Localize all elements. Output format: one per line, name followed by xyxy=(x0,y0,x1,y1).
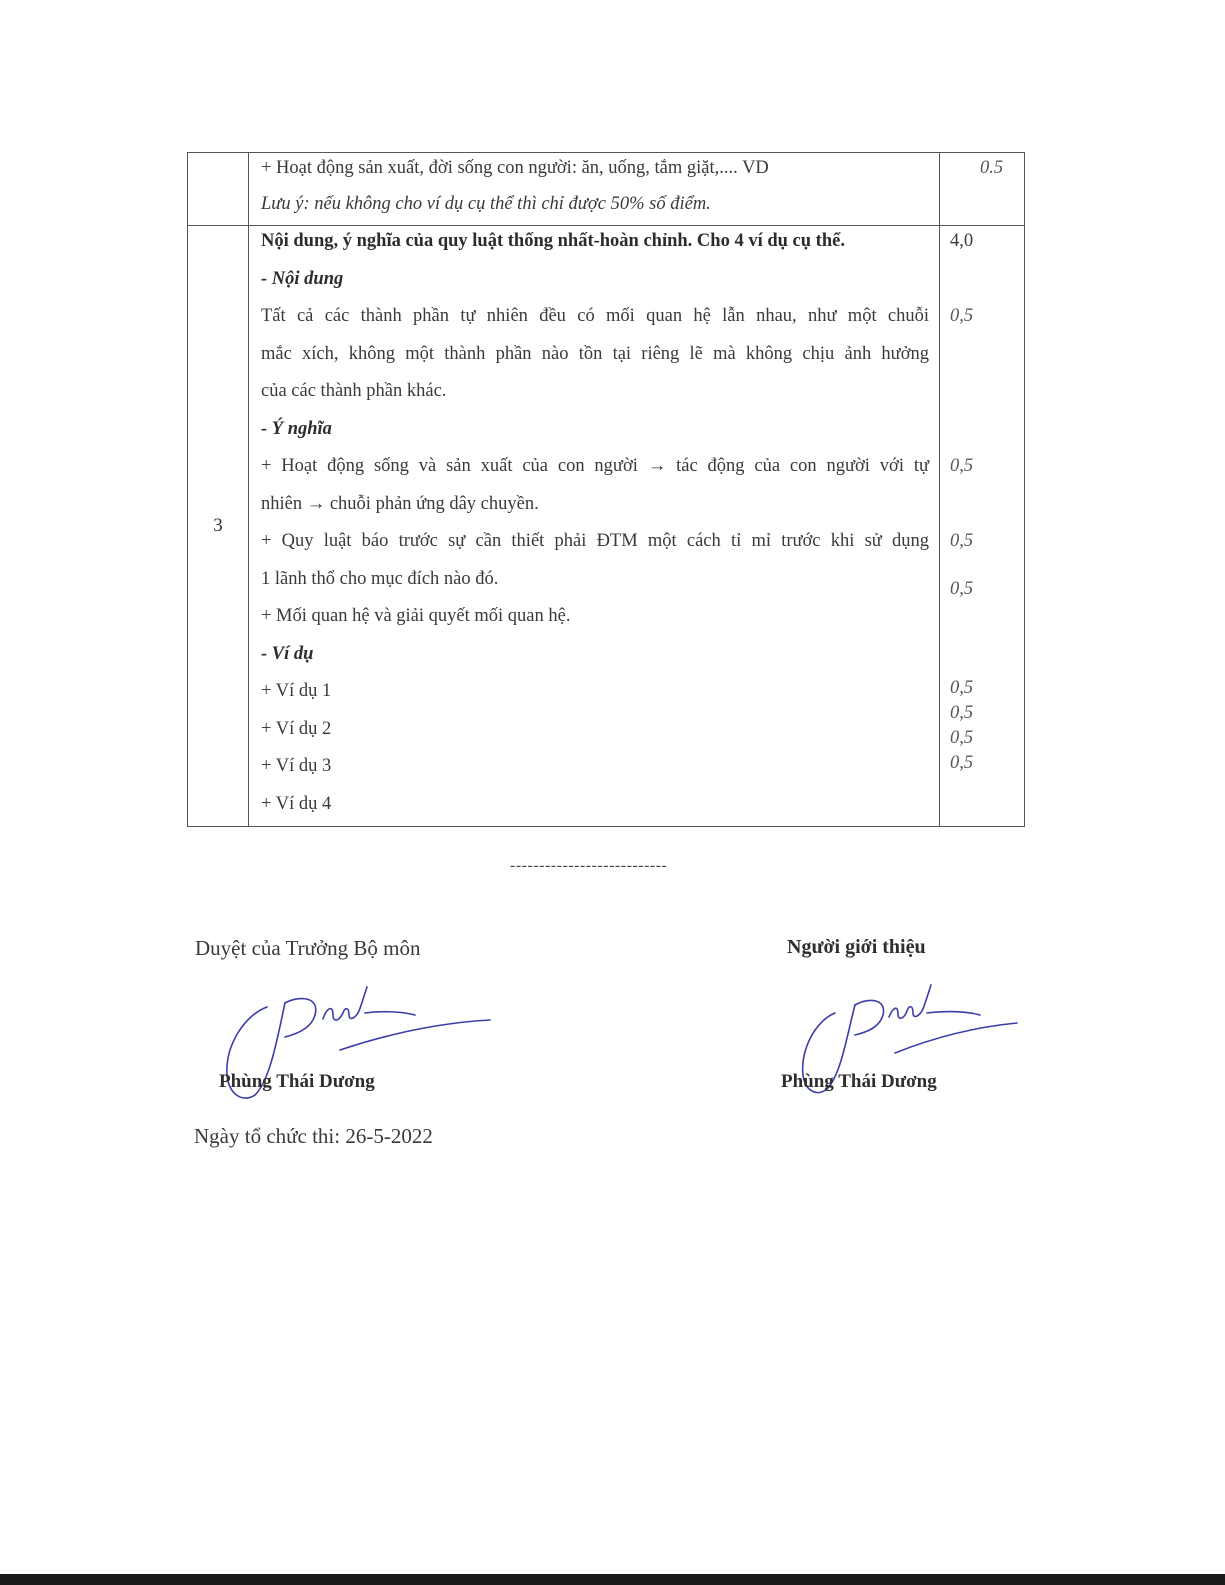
answer-content-cell xyxy=(249,226,940,827)
points-total: 4,0 xyxy=(950,231,974,251)
section-label-examples: - Ví dụ xyxy=(261,643,314,664)
points-cell xyxy=(940,226,1025,827)
points-cell xyxy=(940,153,1025,226)
question-heading: Nội dung, ý nghĩa của quy luật thống nhất-hoàn chỉnh. Cho 4 ví dụ cụ thể. xyxy=(261,231,845,251)
answer-line: nhiên → chuỗi phản ứng dây chuyền. xyxy=(261,493,539,514)
example-line: + Ví dụ 1 xyxy=(261,681,332,701)
left-signature-title: Duyệt của Trưởng Bộ môn xyxy=(195,936,421,960)
question-number: 3 xyxy=(213,515,223,536)
answer-line: Tất cả các thành phần tự nhiên đều có mối quan hệ lẫn nhau, như một chuỗi xyxy=(261,306,929,326)
points-value: 0,5 xyxy=(950,703,974,723)
question-number-cell xyxy=(188,226,249,827)
answer-line: 1 lãnh thổ cho mục đích nào đó. xyxy=(261,568,499,589)
points-value: 0,5 xyxy=(950,728,974,748)
right-signer-name: Phùng Thái Dương xyxy=(781,1071,937,1092)
answer-line: + Hoạt động sống và sản xuất của con người → tác động của con người với tự xyxy=(261,456,929,476)
answer-line: mắc xích, không một thành phần nào tồn tại riêng lẽ mà không chịu ảnh hưởng xyxy=(261,343,929,364)
scan-bottom-edge xyxy=(0,1574,1225,1585)
section-label-meaning: - Ý nghĩa xyxy=(261,418,332,439)
points-value: 0.5 xyxy=(980,158,1004,178)
points-value: 0,5 xyxy=(950,678,974,698)
answer-key-table xyxy=(187,152,1025,827)
separator-line: --------------------------- xyxy=(510,857,668,874)
points-value: 0,5 xyxy=(950,579,974,599)
points-value: 0,5 xyxy=(950,531,974,551)
left-signer-name: Phùng Thái Dương xyxy=(219,1071,375,1092)
points-value: 0,5 xyxy=(950,753,974,773)
exam-date: Ngày tổ chức thi: 26-5-2022 xyxy=(194,1124,433,1148)
section-label-content: - Nội dung xyxy=(261,268,344,289)
answer-line: + Hoạt động sản xuất, đời sống con người: ăn, uống, tắm giặt,.... VD xyxy=(261,158,769,178)
table-row-question-2-tail xyxy=(188,153,1025,226)
answer-line: của các thành phần khác. xyxy=(261,381,447,401)
example-line: + Ví dụ 3 xyxy=(261,756,332,776)
answer-content-cell xyxy=(249,153,940,226)
points-value: 0,5 xyxy=(950,306,974,326)
table-row-question-3 xyxy=(188,226,1025,827)
points-value: 0,5 xyxy=(950,456,974,476)
scoring-note: Lưu ý: nếu không cho ví dụ cụ thể thì chỉ được 50% số điểm. xyxy=(261,194,711,214)
question-number-cell xyxy=(188,153,249,226)
example-line: + Ví dụ 4 xyxy=(261,793,332,814)
right-signature-title: Người giới thiệu xyxy=(787,936,926,958)
answer-line: + Quy luật báo trước sự cần thiết phải ĐTM một cách tỉ mỉ trước khi sử dụng xyxy=(261,531,929,551)
example-line: + Ví dụ 2 xyxy=(261,718,332,739)
answer-line: + Mối quan hệ và giải quyết mối quan hệ. xyxy=(261,606,571,626)
